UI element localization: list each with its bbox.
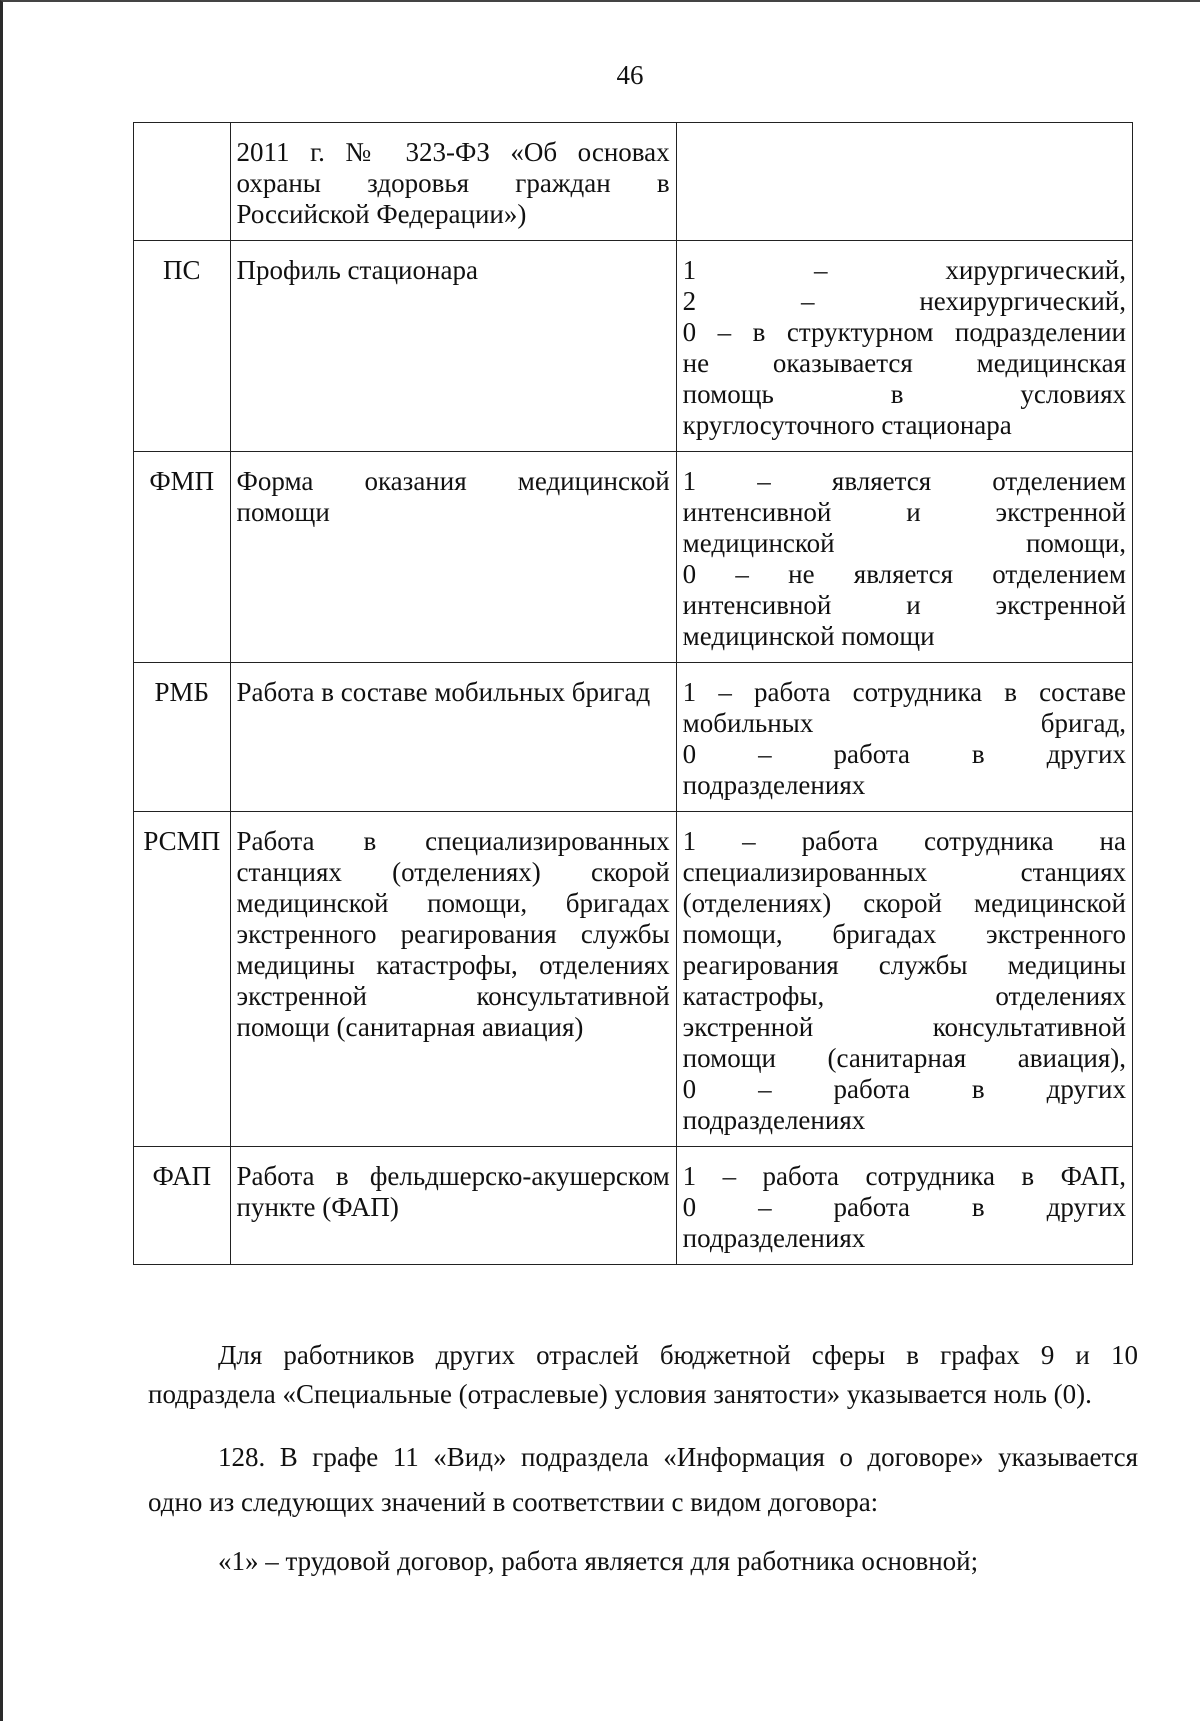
- row-code: ФАП: [134, 1147, 231, 1265]
- paragraph-line: подраздела «Специальные (отраслевые) условия занятости» указывается ноль (0).: [148, 1379, 1092, 1409]
- row-name-line: помощи (санитарная авиация): [236, 1012, 584, 1042]
- codes-table: [133, 122, 1133, 1265]
- row-name-line: помощи: [236, 497, 330, 527]
- row-name-line: Работа в фельдшерско-акушерском: [236, 1161, 670, 1191]
- row-code: РМБ: [134, 663, 231, 812]
- row-values-line: 1 – работа сотрудника на: [682, 826, 1126, 856]
- row-name-line: Форма оказания медицинской: [236, 466, 670, 496]
- row-name: [230, 452, 676, 663]
- paragraph-line: 128. В графе 11 «Вид» подраздела «Информация о договоре» указывается: [218, 1442, 1138, 1472]
- row-name: [230, 1147, 676, 1265]
- row-code: РСМП: [134, 812, 231, 1147]
- row-name-line: экстренной консультативной: [236, 981, 670, 1011]
- row-values-line: 0 – в структурном подразделении: [682, 317, 1126, 347]
- page-number: 46: [616, 60, 644, 90]
- row-name: [230, 663, 676, 812]
- row-values-line: подразделениях: [682, 770, 866, 800]
- row-values-line: не оказывается медицинская: [682, 348, 1126, 378]
- paragraph-line: одно из следующих значений в соответствии с видом договора:: [148, 1487, 879, 1517]
- row-name-line: Профиль стационара: [236, 255, 478, 285]
- row-values-line: 1 – является отделением: [682, 466, 1126, 496]
- row-name: [230, 123, 676, 241]
- row-values: [676, 1147, 1132, 1265]
- row-values-line: 0 – не является отделением: [682, 559, 1126, 589]
- row-values-line: (отделениях) скорой медицинской: [682, 888, 1126, 918]
- row-values-line: катастрофы, отделениях: [682, 981, 1126, 1011]
- row-values-line: мобильных бригад,: [682, 708, 1126, 738]
- table-row: [134, 123, 1133, 241]
- row-name: [230, 241, 676, 452]
- row-name-line: станциях (отделениях) скорой: [236, 857, 670, 887]
- table-row: [134, 812, 1133, 1147]
- row-values-line: специализированных станциях: [682, 857, 1126, 887]
- row-name-line: 2011 г. № 323-ФЗ «Об основах: [236, 137, 670, 167]
- row-name-line: Российской Федерации»): [236, 199, 527, 229]
- row-name-line: охраны здоровья граждан в: [236, 168, 670, 198]
- table-body: [134, 123, 1133, 1265]
- row-code: ПС: [134, 241, 231, 452]
- row-name-line: медицинской помощи, бригадах: [236, 888, 670, 918]
- row-values: [676, 452, 1132, 663]
- paragraph-other-sectors: [148, 1340, 1138, 1410]
- paragraph-line: «1» – трудовой договор, работа является для работника основной;: [218, 1546, 979, 1576]
- row-values-line: медицинской помощи: [682, 621, 935, 651]
- row-values: [676, 663, 1132, 812]
- row-values-line: помощи (санитарная авиация),: [682, 1043, 1126, 1073]
- row-values-line: 1 – хирургический,: [682, 255, 1126, 285]
- row-values-line: помощи, бригадах экстренного: [682, 919, 1126, 949]
- row-values-line: 0 – работа в других: [682, 1074, 1126, 1104]
- row-values-line: экстренной консультативной: [682, 1012, 1126, 1042]
- row-code: [134, 123, 231, 241]
- row-values-line: интенсивной и экстренной: [682, 590, 1126, 620]
- row-values-line: подразделениях: [682, 1223, 866, 1253]
- row-values: [676, 812, 1132, 1147]
- row-name-line: Работа в составе мобильных бригад: [236, 677, 651, 707]
- row-values-line: 0 – работа в других: [682, 739, 1126, 769]
- row-values: [676, 241, 1132, 452]
- row-values-line: интенсивной и экстренной: [682, 497, 1126, 527]
- table-row: [134, 1147, 1133, 1265]
- row-values-line: медицинской помощи,: [682, 528, 1126, 558]
- row-name: [230, 812, 676, 1147]
- row-name-line: Работа в специализированных: [236, 826, 670, 856]
- row-name-line: медицины катастрофы, отделениях: [236, 950, 670, 980]
- row-values: [676, 123, 1132, 241]
- row-values-line: 0 – работа в других: [682, 1192, 1126, 1222]
- row-values-line: помощь в условиях: [682, 379, 1126, 409]
- row-name-line: пункте (ФАП): [236, 1192, 399, 1222]
- row-values-line: 1 – работа сотрудника в составе: [682, 677, 1126, 707]
- row-values-line: 2 – нехирургический,: [682, 286, 1126, 316]
- table-row: [134, 663, 1133, 812]
- row-code: ФМП: [134, 452, 231, 663]
- row-values-line: реагирования службы медицины: [682, 950, 1126, 980]
- paragraph-contract-type-1: [148, 1546, 1138, 1577]
- row-values-line: круглосуточного стационара: [682, 410, 1012, 440]
- row-values-line: 1 – работа сотрудника в ФАП,: [682, 1161, 1126, 1191]
- paragraph-item-128: [148, 1442, 1138, 1518]
- row-name-line: экстренного реагирования службы: [236, 919, 670, 949]
- table-row: [134, 241, 1133, 452]
- row-values-line: подразделениях: [682, 1105, 866, 1135]
- paragraph-line: Для работников других отраслей бюджетной сферы в графах 9 и 10: [218, 1340, 1138, 1370]
- table-row: [134, 452, 1133, 663]
